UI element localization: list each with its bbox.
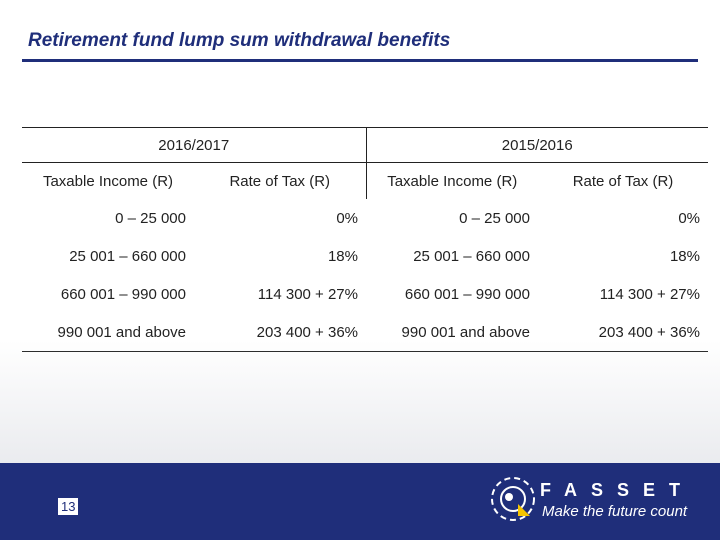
table-row — [22, 237, 708, 275]
table-cell: 990 001 and above — [366, 313, 538, 352]
table-cell: 203 400 + 36% — [194, 313, 366, 352]
table-cell: 0% — [678, 209, 700, 227]
table-cell: 18% — [327, 247, 358, 265]
year-header-row — [22, 128, 708, 163]
brand-name: FASSET — [540, 480, 695, 500]
year-header-2015-2016: 2015/2016 — [366, 128, 708, 163]
page-number: 13 — [58, 498, 78, 515]
column-header: Taxable Income (R) — [366, 163, 538, 200]
brand-tagline: Make the future count — [542, 503, 688, 520]
slide-title: Retirement fund lump sum withdrawal benefits — [28, 30, 451, 51]
table-cell: 18% — [669, 247, 700, 265]
table-cell: 25 001 – 660 000 — [69, 247, 186, 265]
table-cell: 990 001 and above — [22, 313, 194, 352]
table-cell: 0% — [336, 209, 358, 227]
year-header-2016-2017: 2016/2017 — [22, 128, 366, 163]
table-cell: 0 – 25 000 — [459, 209, 530, 227]
table-cell: 114 300 + 27% — [599, 285, 700, 303]
table-cell: 203 400 + 36% — [538, 313, 708, 352]
table-cell: 114 300 + 27% — [257, 285, 358, 303]
footer-band — [0, 463, 720, 540]
column-header: Rate of Tax (R) — [194, 163, 366, 200]
tax-table — [22, 127, 708, 352]
table-row — [22, 275, 708, 313]
column-header: Taxable Income (R) — [22, 163, 194, 200]
table-row — [22, 199, 708, 237]
title-underline — [22, 59, 698, 62]
fasset-logo-icon — [490, 476, 536, 522]
footer-gradient — [0, 340, 720, 463]
column-header-row — [22, 163, 708, 200]
table-cell: 0 – 25 000 — [115, 209, 186, 227]
column-header: Rate of Tax (R) — [538, 163, 708, 200]
table-cell: 660 001 – 990 000 — [404, 285, 530, 303]
table-cell: 25 001 – 660 000 — [413, 247, 530, 265]
table-cell: 660 001 – 990 000 — [60, 285, 186, 303]
